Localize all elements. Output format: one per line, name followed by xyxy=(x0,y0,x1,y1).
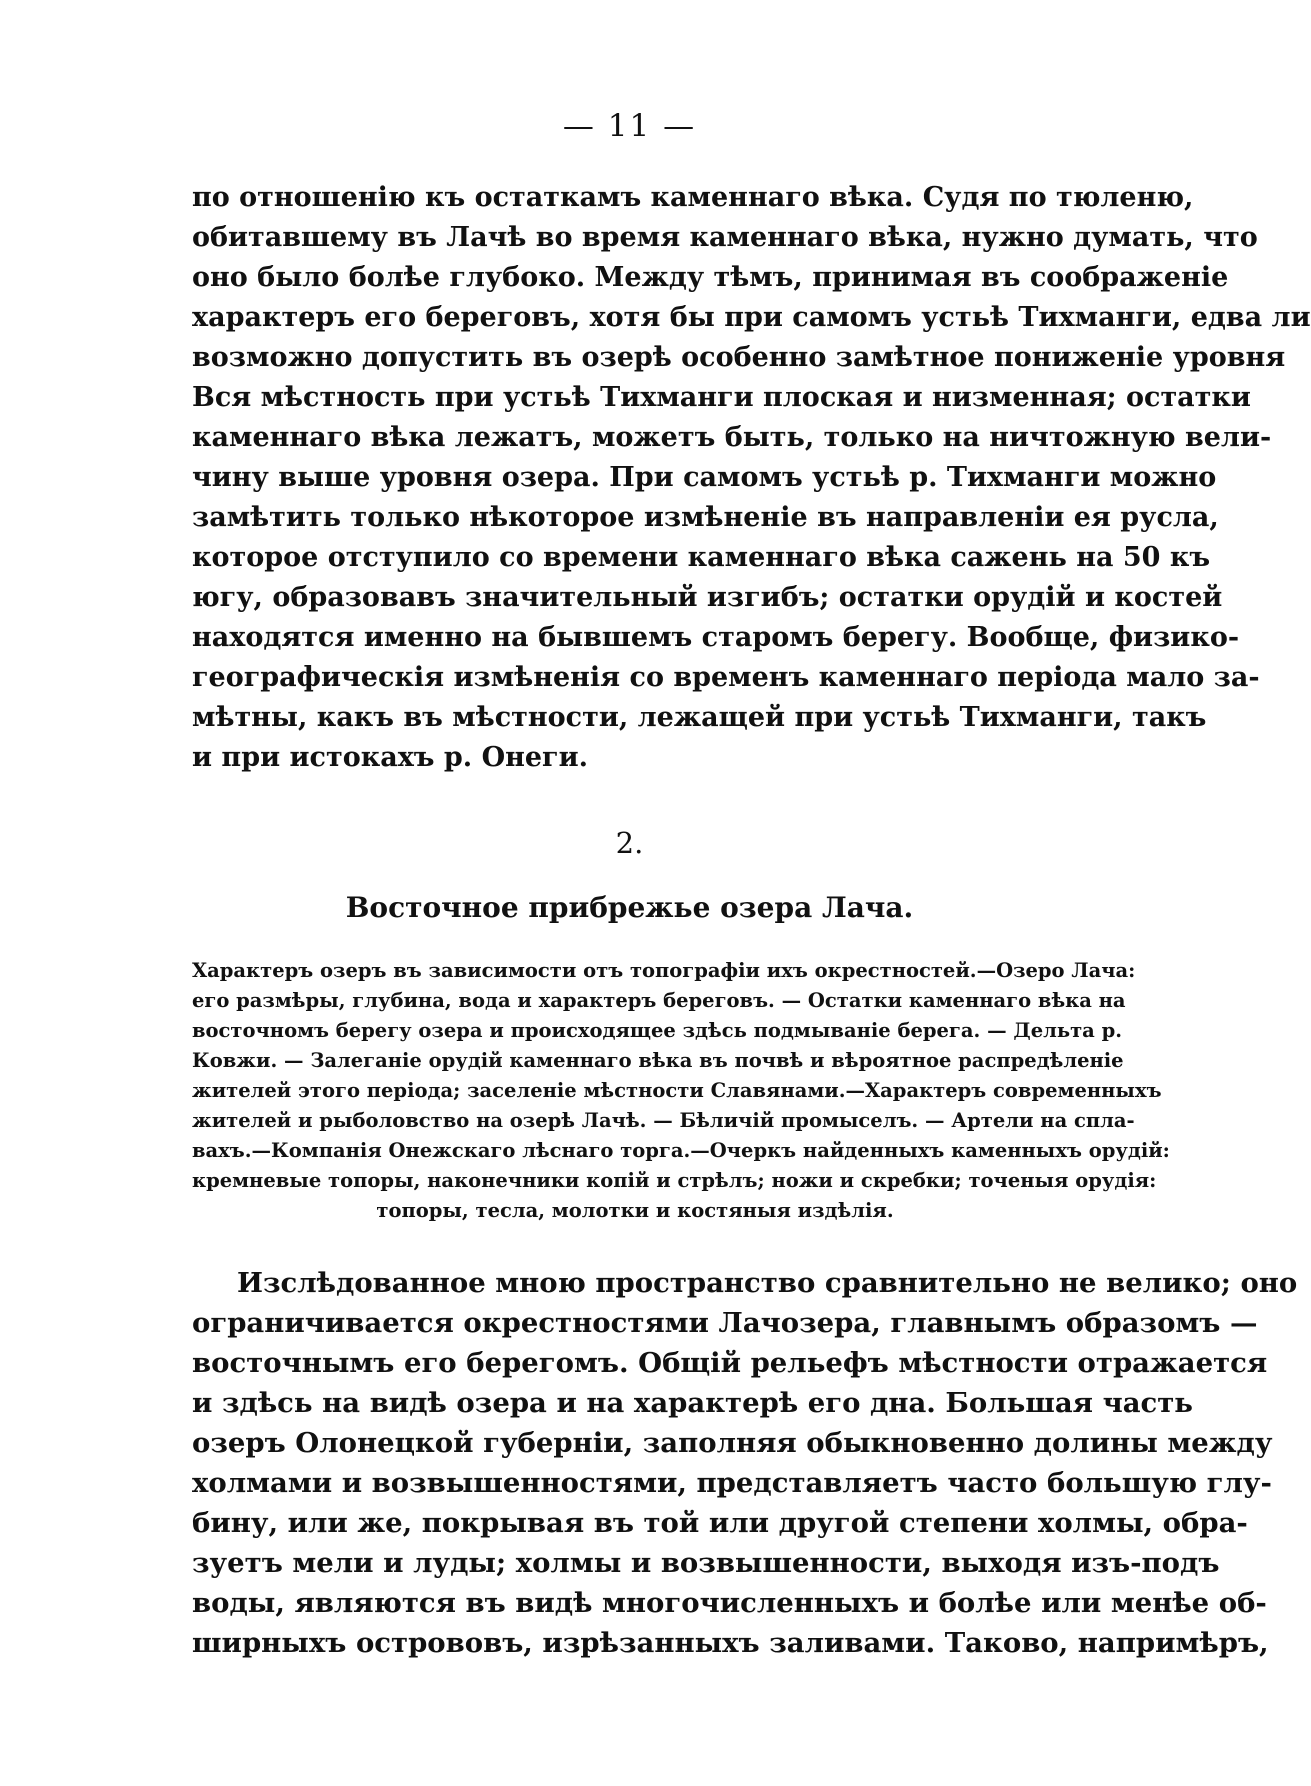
text-line: и здѣсь на видѣ озера и на характерѣ его дна. Большая часть xyxy=(192,1387,1193,1419)
summary-line: жителей этого періода; заселеніе мѣстности Славянами.—Характеръ современныхъ xyxy=(192,1079,1162,1102)
text-line: югу, образовавъ значительный изгибъ; остатки орудій и костей xyxy=(192,582,1223,613)
paragraph-body xyxy=(192,1263,1298,1663)
text-line: каменнаго вѣка лежатъ, можетъ быть, только на ничтожную вели- xyxy=(192,422,1272,453)
summary-line: топоры, тесла, молотки и костяныя издѣлія. xyxy=(376,1199,894,1222)
text-line: ограничивается окрестностями Лачозера, главнымъ образомъ — xyxy=(192,1307,1258,1339)
summary-line: восточномъ берегу озера и происходящее здѣсь подмываніе берега. — Дельта р. xyxy=(192,1019,1123,1042)
text-line: зуетъ мели и луды; холмы и возвышенности, выходя изъ-подъ xyxy=(192,1547,1220,1579)
text-line: бину, или же, покрывая въ той или другой степени холмы, обра- xyxy=(192,1507,1248,1539)
text-line: возможно допустить въ озерѣ особенно замѣтное пониженіе уровня xyxy=(192,342,1286,373)
text-line: находятся именно на бывшемъ старомъ берегу. Вообще, физико- xyxy=(192,622,1240,653)
summary-line: Ковжи. — Залеганіе орудій каменнаго вѣка въ почвѣ и вѣроятное распредѣленіе xyxy=(192,1049,1124,1072)
summary-line: кремневые топоры, наконечники копій и стрѣлъ; ножи и скребки; точеныя орудія: xyxy=(192,1169,1157,1192)
section-summary xyxy=(192,956,1170,1226)
text-line: восточнымъ его берегомъ. Общій рельефъ мѣстности отражается xyxy=(192,1347,1268,1379)
text-line: характеръ его береговъ, хотя бы при самомъ устьѣ Тихманги, едва ли xyxy=(192,302,1311,333)
text-line: ширныхъ острововъ, изрѣзанныхъ заливами. Таково, напримѣръ, xyxy=(192,1627,1269,1659)
text-line: озеръ Олонецкой губерніи, заполняя обыкновенно долины между xyxy=(192,1427,1273,1459)
text-line: оно было болѣе глубоко. Между тѣмъ, принимая въ соображеніе xyxy=(192,262,1229,293)
summary-line: вахъ.—Компанія Онежскаго лѣснаго торга.—Очеркъ найденныхъ каменныхъ орудій: xyxy=(192,1139,1170,1162)
text-line: по отношенію къ остаткамъ каменнаго вѣка. Судя по тюленю, xyxy=(192,182,1194,213)
page-number: — 11 — xyxy=(562,108,697,144)
text-line: которое отступило со времени каменнаго вѣка сажень на 50 къ xyxy=(192,542,1211,573)
section-title: Восточное прибрежье озера Лача. xyxy=(345,891,914,924)
text-line: холмами и возвышенностями, представляетъ часто большую глу- xyxy=(192,1467,1272,1499)
text-line: замѣтить только нѣкоторое измѣненіе въ направленіи ея русла, xyxy=(192,502,1219,533)
text-line: географическія измѣненія со временъ каменнаго періода мало за- xyxy=(192,662,1260,693)
text-line: Изслѣдованное мною пространство сравнительно не велико; оно xyxy=(237,1267,1298,1299)
paragraph-continued xyxy=(192,178,1311,778)
text-line: обитавшему въ Лачѣ во время каменнаго вѣка, нужно думать, что xyxy=(192,222,1258,253)
summary-line: его размѣры, глубина, вода и характеръ береговъ. — Остатки каменнаго вѣка на xyxy=(192,989,1126,1012)
text-line: воды, являются въ видѣ многочисленныхъ и болѣе или менѣе об- xyxy=(192,1587,1267,1619)
text-line: чину выше уровня озера. При самомъ устьѣ р. Тихманги можно xyxy=(192,462,1217,493)
section-number: 2. xyxy=(615,826,644,860)
text-line: мѣтны, какъ въ мѣстности, лежащей при устьѣ Тихманги, такъ xyxy=(192,702,1207,733)
summary-line: жителей и рыболовство на озерѣ Лачѣ. — Бѣличій промыселъ. — Артели на спла- xyxy=(192,1109,1135,1132)
text-line: Вся мѣстность при устьѣ Тихманги плоская и низменная; остатки xyxy=(192,382,1251,413)
summary-line: Характеръ озеръ въ зависимости отъ топографіи ихъ окрестностей.—Озеро Лача: xyxy=(192,959,1136,982)
text-line: и при истокахъ р. Онеги. xyxy=(192,742,589,773)
